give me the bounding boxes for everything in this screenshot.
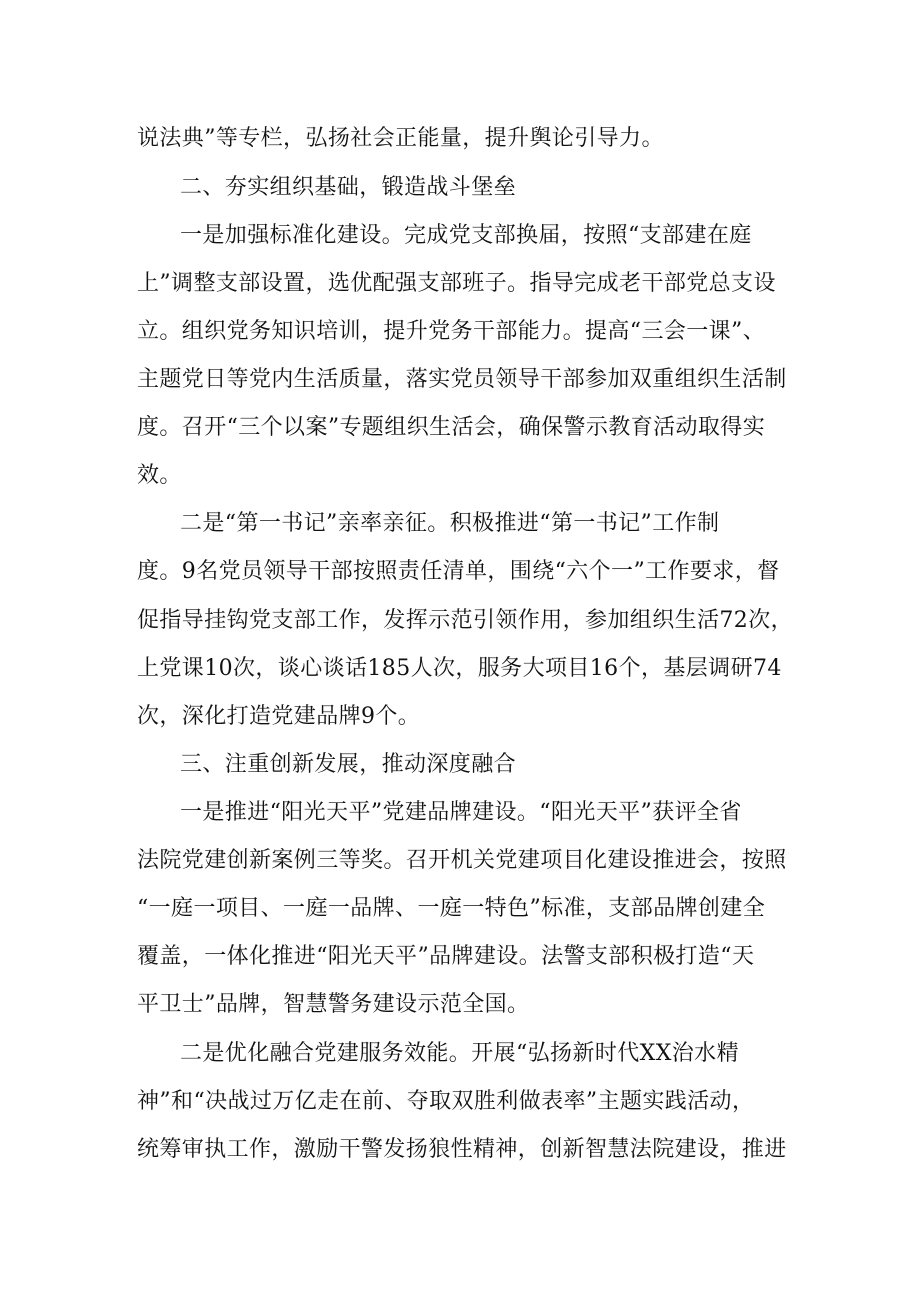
- paragraph-first-line: 一是推进“阳光天平”党建品牌建设。“阳光天平”获评全省: [180, 800, 742, 825]
- text-line: 促指导挂钩党支部工作，发挥示范引领作用，参加组织生活72次，: [137, 608, 793, 633]
- text-line: 上”调整支部设置，选优配强支部班子。指导完成老干部党总支设: [137, 271, 776, 296]
- text-line: 次，深化打造党建品牌9个。: [137, 704, 421, 729]
- text-line: 度。9名党员领导干部按照责任清单，围绕“六个一”工作要求，督: [137, 559, 780, 584]
- text-line: 统筹审执工作，激励干警发扬狼性精神，创新智慧法院建设，推进: [137, 1137, 787, 1162]
- text-line: 主题党日等党内生活质量，落实党员领导干部参加双重组织生活制: [137, 367, 787, 392]
- text-line: 说法典”等专栏，弘扬社会正能量，提升舆论引导力。: [137, 126, 664, 151]
- section-heading: 三、注重创新发展，推动深度融合: [180, 752, 517, 777]
- text-line: “一庭一项目、一庭一品牌、一庭一特色”标准，支部品牌创建全: [137, 896, 766, 921]
- text-line: 度。召开“三个以案”专题组织生活会，确保警示教育活动取得实: [137, 415, 766, 440]
- text-line: 神”和“决战过万亿走在前、夺取双胜利做表率”主题实践活动，: [137, 1089, 755, 1114]
- text-line: 效。: [137, 463, 182, 488]
- text-line: 立。组织党务知识培训，提升党务干部能力。提高“三会一课”、: [137, 319, 766, 344]
- text-line: 上党课10次，谈心谈话185人次，服务大项目16个，基层调研74: [137, 656, 782, 681]
- section-heading: 二、夯实组织基础，锻造战斗堡垒: [180, 175, 517, 200]
- paragraph-first-line: 二是“第一书记”亲率亲征。积极推进“第一书记”工作制: [180, 511, 720, 536]
- text-line: 平卫士”品牌，智慧警务建设示范全国。: [137, 992, 530, 1017]
- paragraph-first-line: 一是加强标准化建设。完成党支部换届，按照“支部建在庭: [180, 223, 752, 248]
- paragraph-first-line: 二是优化融合党建服务效能。开展“弘扬新时代XX治水精: [180, 1041, 739, 1066]
- text-line: 法院党建创新案例三等奖。召开机关党建项目化建设推进会，按照: [137, 848, 787, 873]
- text-line: 覆盖，一体化推进“阳光天平”品牌建设。法警支部积极打造“天: [137, 944, 755, 969]
